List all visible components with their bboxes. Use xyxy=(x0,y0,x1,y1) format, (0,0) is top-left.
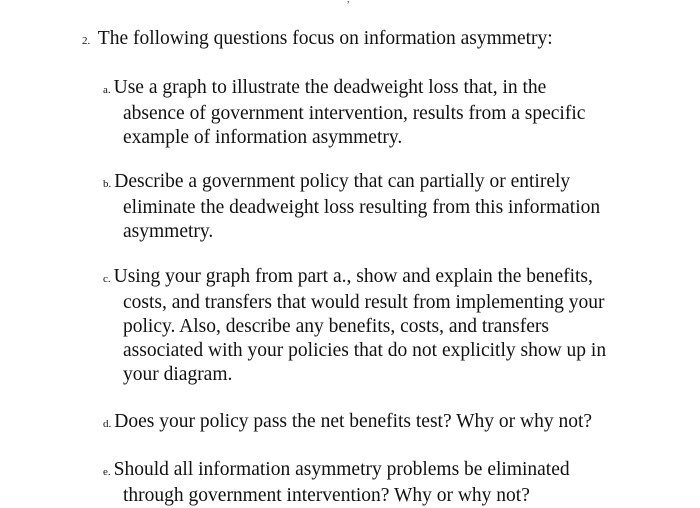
part-line: eliminate the deadweight loss resulting from this information xyxy=(123,197,601,218)
cut-off-mark xyxy=(347,0,350,5)
question-text: The following questions focus on information asymmetry: xyxy=(97,28,553,49)
part-line: Using your graph from part a., show and explain the benefits, xyxy=(113,266,593,287)
part-line: your diagram. xyxy=(123,364,233,385)
question-number: 2. xyxy=(82,35,91,47)
part-line: absence of government intervention, results from a specific xyxy=(123,103,586,124)
part-line: associated with your policies that do not explicitly show up in xyxy=(123,340,607,361)
part-e xyxy=(103,458,570,508)
part-line: costs, and transfers that would result from implementing your xyxy=(123,292,605,313)
part-line: Use a graph to illustrate the deadweight loss that, in the xyxy=(113,77,547,98)
question-2 xyxy=(82,27,553,53)
part-marker: e. xyxy=(103,466,111,478)
part-line: through government intervention? Why or why not? xyxy=(123,485,530,506)
part-b xyxy=(103,170,600,244)
part-marker: d. xyxy=(103,418,112,430)
part-line: Describe a government policy that can partially or entirely xyxy=(114,171,571,192)
part-line: asymmetry. xyxy=(123,221,214,242)
part-line: example of information asymmetry. xyxy=(123,127,403,148)
part-c xyxy=(103,265,606,387)
part-d xyxy=(103,410,592,436)
part-marker: b. xyxy=(103,178,112,190)
part-line: policy. Also, describe any benefits, costs, and transfers xyxy=(123,316,550,337)
part-marker: c. xyxy=(103,273,111,285)
part-marker: a. xyxy=(103,84,111,96)
part-line: Does your policy pass the net benefits test? Why or why not? xyxy=(114,411,593,432)
part-a xyxy=(103,76,585,150)
part-line: Should all information asymmetry problems be eliminated xyxy=(113,459,570,480)
